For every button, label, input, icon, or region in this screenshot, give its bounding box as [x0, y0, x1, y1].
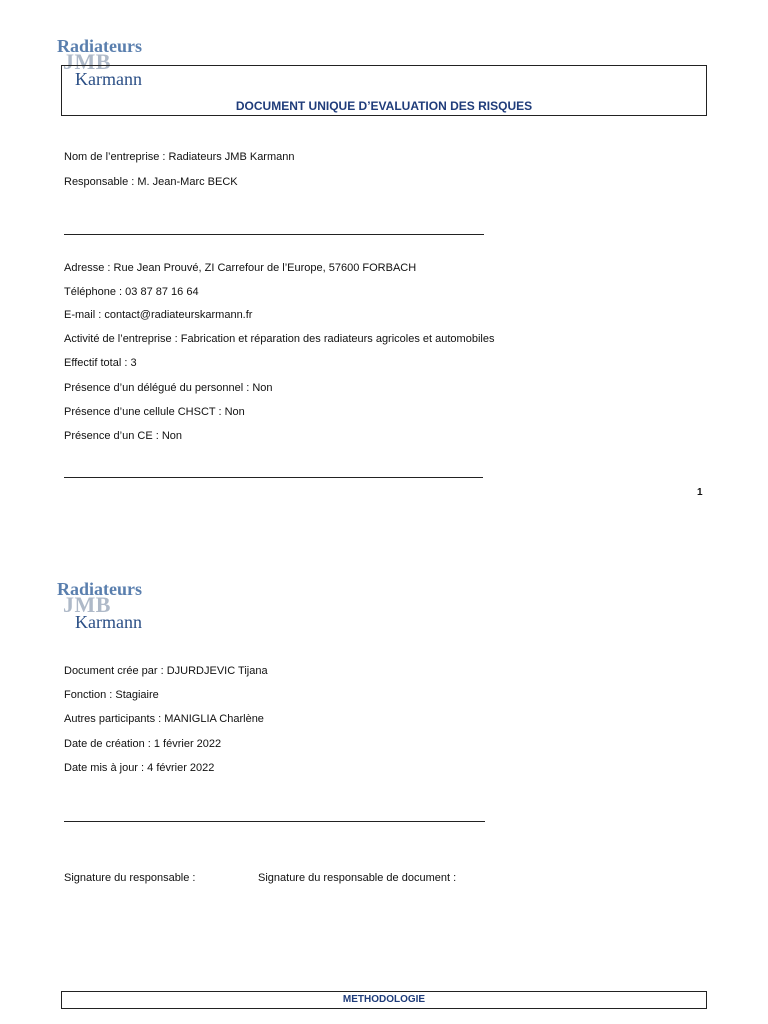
delegate-line: Présence d’un délégué du personnel : Non: [64, 382, 273, 394]
logo-line-karmann: Karmann: [75, 612, 142, 632]
update-date-line: Date mis à jour : 4 février 2022: [64, 762, 215, 774]
ce-line: Présence d’un CE : Non: [64, 430, 183, 442]
signature-document-label: Signature du responsable de document :: [258, 872, 457, 884]
logo-line-jmb: JMB: [63, 49, 111, 74]
page-number: 1: [697, 487, 703, 498]
document-title: DOCUMENT UNIQUE D’EVALUATION DES RISQUES: [235, 99, 533, 113]
headcount-line: Effectif total : 3: [64, 357, 137, 369]
function-line: Fonction : Stagiaire: [64, 689, 159, 701]
address-line: Adresse : Rue Jean Prouvé, ZI Carrefour de l’Europe, 57600 FORBACH: [64, 262, 417, 274]
creation-date-line: Date de création : 1 février 2022: [64, 738, 222, 750]
title-box: [61, 65, 707, 116]
phone-line: Téléphone : 03 87 87 16 64: [64, 286, 199, 298]
logo-line-radiateurs: Radiateurs: [57, 36, 142, 56]
participants-line: Autres participants : MANIGLIA Charlène: [64, 713, 264, 725]
methodology-header: METHODOLOGIE: [61, 991, 707, 1009]
chsct-line: Présence d’une cellule CHSCT : Non: [64, 406, 245, 418]
activity-line: Activité de l’entreprise : Fabrication et réparation des radiateurs agricoles et automobiles: [64, 333, 495, 345]
divider-1: [64, 234, 484, 235]
logo-line-karmann: Karmann: [75, 69, 142, 89]
manager-name: Responsable : M. Jean-Marc BECK: [64, 176, 238, 188]
email-line: E-mail : contact@radiateurskarmann.fr: [64, 309, 253, 321]
divider-3: [64, 821, 485, 822]
logo-line-radiateurs: Radiateurs: [57, 579, 142, 599]
company-name: Nom de l’entreprise : Radiateurs JMB Karmann: [64, 151, 295, 163]
logo-line-jmb: JMB: [63, 592, 111, 617]
signature-manager-label: Signature du responsable :: [64, 872, 196, 884]
divider-2: [64, 477, 483, 478]
company-logo-page2: [57, 580, 177, 636]
created-by-line: Document crée par : DJURDJEVIC Tijana: [64, 665, 268, 677]
